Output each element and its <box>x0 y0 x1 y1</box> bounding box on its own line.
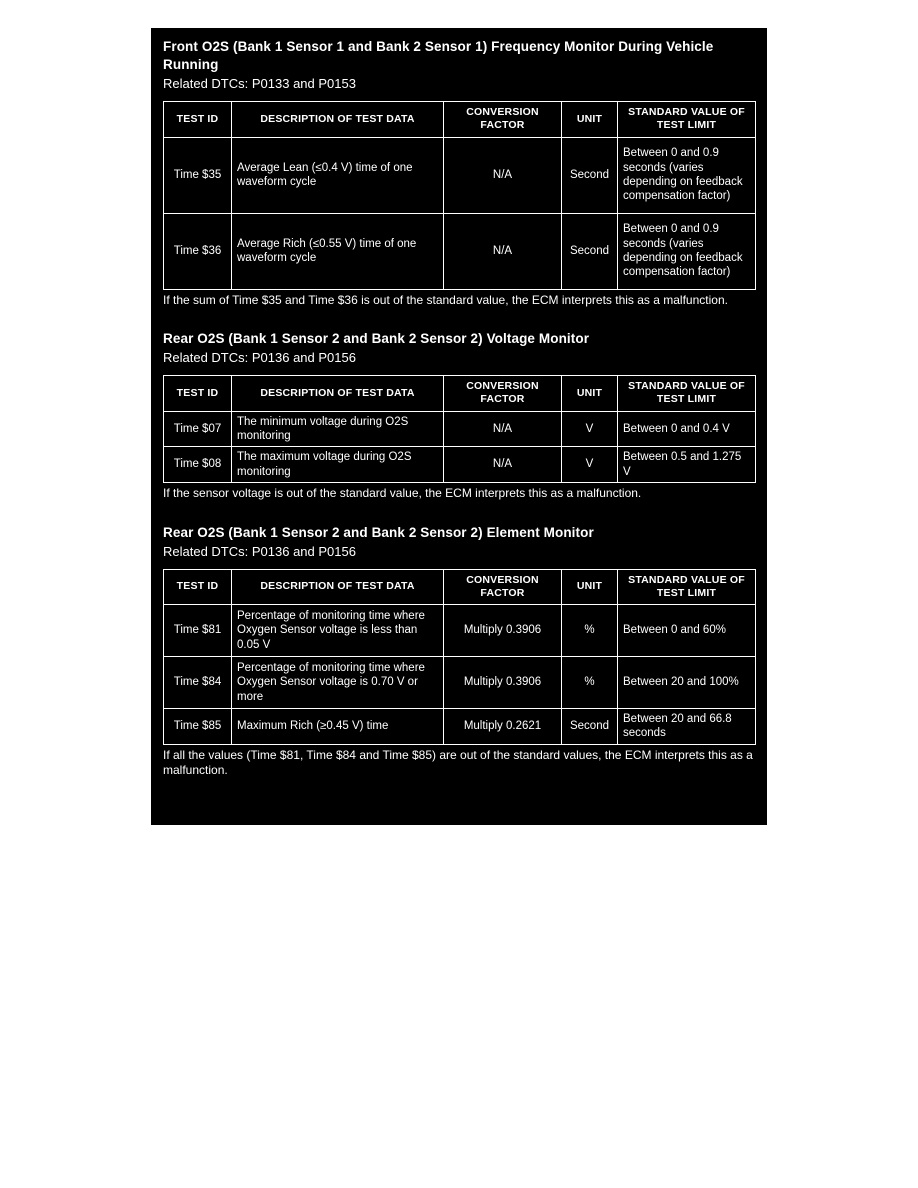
column-header-conversion-factor: CONVERSION FACTOR <box>444 376 562 411</box>
section-title: Rear O2S (Bank 1 Sensor 2 and Bank 2 Sensor 2) Element Monitor <box>163 524 594 540</box>
cell-test-id: Time $08 <box>164 447 232 483</box>
cell-test-id: Time $81 <box>164 604 232 656</box>
data-table <box>163 569 756 745</box>
column-header-standard-value: STANDARD VALUE OF TEST LIMIT <box>618 569 756 604</box>
column-header-conversion-factor: CONVERSION FACTOR <box>444 569 562 604</box>
cell-standard: Between 0 and 0.4 V <box>618 411 756 447</box>
column-header-standard-value: STANDARD VALUE OF TEST LIMIT <box>618 102 756 137</box>
cell-description: Percentage of monitoring time where Oxygen Sensor voltage is 0.70 V or more <box>232 656 444 708</box>
cell-standard: Between 0 and 0.9 seconds (varies depending on feedback compensation factor) <box>618 213 756 289</box>
column-header-unit: UNIT <box>562 102 618 137</box>
cell-standard: Between 20 and 66.8 seconds <box>618 708 756 744</box>
column-header-description: DESCRIPTION OF TEST DATA <box>232 569 444 604</box>
section-note: If the sum of Time $35 and Time $36 is out of the standard value, the ECM interprets this as a malfunction. <box>163 292 728 307</box>
cell-description: Average Rich (≤0.55 V) time of one waveform cycle <box>232 213 444 289</box>
cell-conversion: Multiply 0.2621 <box>444 708 562 744</box>
spacer <box>163 502 755 524</box>
cell-standard: Between 20 and 100% <box>618 656 756 708</box>
table-row <box>164 656 756 708</box>
cell-unit: Second <box>562 213 618 289</box>
section-note: If all the values (Time $81, Time $84 and Time $85) are out of the standard values, the ECM interprets this as a malfunction. <box>163 747 753 778</box>
table-row <box>164 411 756 447</box>
table-header-row <box>164 569 756 604</box>
cell-conversion: N/A <box>444 447 562 483</box>
cell-standard: Between 0.5 and 1.275 V <box>618 447 756 483</box>
cell-test-id: Time $36 <box>164 213 232 289</box>
column-header-test-id: TEST ID <box>164 376 232 411</box>
column-header-unit: UNIT <box>562 569 618 604</box>
spacer <box>163 308 755 330</box>
table-row <box>164 137 756 213</box>
section-subtitle: Related DTCs: P0136 and P0156 <box>163 350 356 366</box>
cell-description: The maximum voltage during O2S monitoring <box>232 447 444 483</box>
column-header-test-id: TEST ID <box>164 102 232 137</box>
cell-conversion: N/A <box>444 411 562 447</box>
cell-test-id: Time $85 <box>164 708 232 744</box>
cell-description: Percentage of monitoring time where Oxygen Sensor voltage is less than 0.05 V <box>232 604 444 656</box>
document-panel <box>151 28 767 825</box>
cell-standard: Between 0 and 60% <box>618 604 756 656</box>
cell-description: Maximum Rich (≥0.45 V) time <box>232 708 444 744</box>
cell-test-id: Time $84 <box>164 656 232 708</box>
table-row <box>164 447 756 483</box>
column-header-description: DESCRIPTION OF TEST DATA <box>232 376 444 411</box>
table-row <box>164 213 756 289</box>
section-rear-o2s-element <box>163 524 755 779</box>
cell-description: The minimum voltage during O2S monitoring <box>232 411 444 447</box>
cell-unit: V <box>562 411 618 447</box>
cell-standard: Between 0 and 0.9 seconds (varies depending on feedback compensation factor) <box>618 137 756 213</box>
table-header-row <box>164 376 756 411</box>
table-header-row <box>164 102 756 137</box>
cell-unit: % <box>562 604 618 656</box>
data-table <box>163 101 756 289</box>
column-header-unit: UNIT <box>562 376 618 411</box>
section-subtitle: Related DTCs: P0133 and P0153 <box>163 76 356 92</box>
cell-conversion: Multiply 0.3906 <box>444 656 562 708</box>
cell-conversion: Multiply 0.3906 <box>444 604 562 656</box>
section-front-o2s-frequency <box>163 38 755 308</box>
section-note: If the sensor voltage is out of the standard value, the ECM interprets this as a malfunction. <box>163 486 642 501</box>
column-header-conversion-factor: CONVERSION FACTOR <box>444 102 562 137</box>
cell-conversion: N/A <box>444 137 562 213</box>
cell-unit: % <box>562 656 618 708</box>
cell-test-id: Time $35 <box>164 137 232 213</box>
cell-unit: Second <box>562 137 618 213</box>
cell-unit: Second <box>562 708 618 744</box>
section-subtitle: Related DTCs: P0136 and P0156 <box>163 543 356 559</box>
section-title: Rear O2S (Bank 1 Sensor 2 and Bank 2 Sensor 2) Voltage Monitor <box>163 331 590 347</box>
table-row <box>164 604 756 656</box>
section-title: Front O2S (Bank 1 Sensor 1 and Bank 2 Sensor 1) Frequency Monitor During Vehicle Running <box>163 39 714 73</box>
data-table <box>163 375 756 483</box>
table-row <box>164 708 756 744</box>
section-rear-o2s-voltage <box>163 330 755 501</box>
cell-unit: V <box>562 447 618 483</box>
cell-test-id: Time $07 <box>164 411 232 447</box>
cell-conversion: N/A <box>444 213 562 289</box>
column-header-standard-value: STANDARD VALUE OF TEST LIMIT <box>618 376 756 411</box>
cell-description: Average Lean (≤0.4 V) time of one waveform cycle <box>232 137 444 213</box>
column-header-description: DESCRIPTION OF TEST DATA <box>232 102 444 137</box>
column-header-test-id: TEST ID <box>164 569 232 604</box>
